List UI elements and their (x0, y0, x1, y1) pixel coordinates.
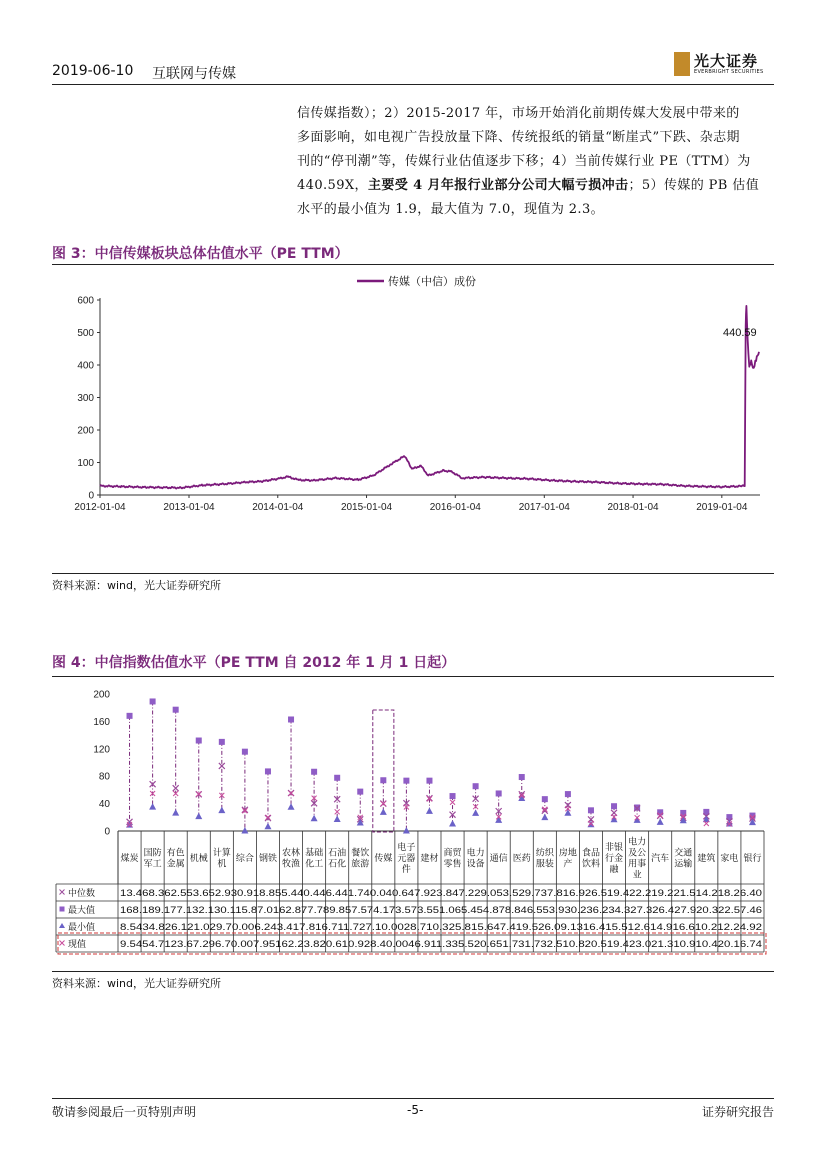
table-row-values: 13.468.362.553.652.930.918.855.440.446.441.740.040.647.923.847.229.053.529.737.816.926.519.422.219.221.514.218.26.40 (120, 888, 762, 899)
max-marker (496, 790, 502, 796)
paragraph-bold-text: 主要受 4 月年报行业部分公司大幅亏损冲击 (367, 178, 629, 193)
current-marker (335, 809, 340, 814)
min-marker (334, 816, 341, 823)
min-marker (449, 820, 456, 827)
min-marker (172, 809, 179, 816)
category-label: 纺织 (535, 847, 554, 858)
y-tick-label: 120 (93, 744, 110, 756)
category-label: 设备 (466, 858, 485, 869)
value-annotation: 440.59 (723, 327, 757, 339)
legend-symbol (60, 907, 65, 912)
logo-mark-icon (674, 52, 690, 76)
category-label: 非银 (605, 842, 624, 852)
category-label: 零售 (443, 858, 462, 869)
figure-4-title: 图 4：中信指数估值水平（PE TTM 自 2012 年 1 月 1 日起） (52, 655, 456, 671)
x-tick-label: 2013-01-04 (163, 502, 215, 513)
legend-symbol (60, 890, 65, 895)
max-marker (288, 716, 294, 722)
category-label: 通信 (489, 853, 508, 863)
category-label: 机 (217, 858, 227, 869)
current-marker (450, 800, 455, 805)
min-marker (472, 809, 479, 816)
category-label: 餐饮 (351, 847, 370, 858)
y-tick-label: 500 (77, 328, 94, 339)
median-marker (173, 785, 179, 791)
category-label: 牧渔 (282, 858, 301, 869)
paragraph-line: 水平的最小值为 1.9，最大值为 7.0，现值为 2.3。 (297, 202, 605, 217)
max-marker (403, 778, 409, 784)
legend-row-label: 最小值 (68, 922, 96, 932)
table-row-values: 8.5434.826.121.029.70.006.243.417.816.711.727.10.0028.710.325.815.647.419.526.09.1316.415.512.614.916.610.212.24.92 (120, 922, 762, 933)
max-marker (173, 707, 179, 713)
legend-row-label: 最大值 (68, 905, 96, 915)
x-tick-label: 2014-01-04 (252, 502, 304, 513)
y-tick-label: 0 (104, 826, 110, 838)
y-tick-label: 600 (77, 295, 94, 307)
max-marker (380, 777, 386, 783)
min-marker (241, 827, 248, 834)
category-label: 电力 (466, 847, 485, 858)
category-label: 电力 (628, 836, 647, 847)
body-paragraph (297, 102, 775, 222)
category-label: 商贸 (443, 847, 462, 858)
figure-3-top-rule (52, 264, 774, 265)
figure-3-source: 资料来源：wind，光大证券研究所 (52, 579, 222, 592)
category-label: 及公 (628, 847, 647, 858)
max-marker (357, 789, 363, 795)
max-marker (311, 769, 317, 775)
category-label: 产 (563, 858, 573, 869)
paragraph-line: 刊的“停刊潮”等，传媒行业估值逐步下移；4）当前传媒行业 PE（TTM）为 (297, 154, 751, 169)
max-marker (196, 738, 202, 744)
category-label: 石化 (328, 858, 347, 869)
page-number: -5- (407, 1103, 424, 1117)
paragraph-text: ；5）传媒的 PB 估值 (628, 178, 760, 193)
x-tick-label: 2012-01-04 (74, 502, 126, 513)
min-marker (657, 818, 664, 825)
y-tick-label: 200 (93, 689, 110, 701)
y-tick-label: 160 (93, 716, 110, 728)
category-label: 综合 (235, 853, 254, 863)
footer-disclaimer: 敬请参阅最后一页特别声明 (52, 1105, 197, 1119)
legend-symbol (59, 923, 65, 928)
max-marker (265, 768, 271, 774)
category-label: 旅游 (351, 858, 370, 869)
x-tick-label: 2017-01-04 (518, 502, 570, 513)
max-marker (634, 805, 640, 811)
y-tick-label: 200 (77, 425, 94, 437)
y-tick-label: 100 (77, 458, 94, 469)
category-label: 农林 (282, 847, 301, 858)
category-label: 建筑 (697, 853, 716, 863)
page-footer (52, 1098, 774, 1117)
min-marker (564, 809, 571, 816)
category-label: 家电 (720, 853, 739, 863)
category-label: 电子 (397, 842, 416, 852)
max-marker (565, 791, 571, 797)
logo-cn: 光大证券 (694, 52, 759, 70)
figure-4-bottom-rule (52, 971, 774, 972)
category-label: 军工 (143, 858, 162, 869)
paragraph-text: 440.59X， (297, 178, 368, 193)
table-row-values: 168.189.177.132.130.115.87.0162.877.789.857.574.173.573.551.065.454.878.846.553.930.236.234.327.326.427.920.322.57.46 (120, 905, 762, 916)
y-tick-label: 300 (77, 393, 94, 404)
category-label: 医药 (512, 853, 531, 863)
category-label: 用事 (628, 858, 647, 869)
category-label: 银行 (743, 853, 762, 863)
min-marker (195, 813, 202, 820)
category-label: 煤炭 (120, 853, 139, 863)
figure-4-source: 资料来源：wind，光大证券研究所 (52, 977, 222, 990)
category-label: 建材 (420, 853, 439, 863)
category-label: 基础 (305, 847, 324, 858)
figure-3-title: 图 3：中信传媒板块总体估值水平（PE TTM） (52, 246, 349, 262)
figure-3-line-chart (52, 266, 774, 566)
category-label: 机械 (189, 853, 208, 863)
category-label: 房地 (558, 847, 577, 858)
category-label: 运输 (674, 858, 693, 869)
x-tick-label: 2016-01-04 (429, 502, 481, 513)
max-marker (542, 796, 548, 802)
y-tick-label: 400 (77, 360, 94, 372)
category-label: 融 (609, 864, 619, 874)
y-tick-label: 40 (98, 799, 110, 811)
max-marker (334, 775, 340, 781)
min-marker (426, 807, 433, 814)
report-sector: 互联网与传媒 (152, 66, 236, 82)
min-marker (403, 827, 410, 834)
category-label: 化工 (305, 858, 324, 869)
legend-row-label: 现值 (68, 939, 87, 949)
footer-report-type: 证券研究报告 (701, 1105, 774, 1119)
max-marker (219, 739, 225, 745)
min-marker (380, 808, 387, 815)
category-label: 行金 (605, 853, 624, 863)
max-marker (588, 807, 594, 813)
category-label: 食品 (581, 847, 600, 858)
category-label: 交通 (674, 847, 693, 858)
legend-symbol (60, 941, 65, 946)
paragraph-line: 信传媒指数）；2）2015-2017 年，市场开始消化前期传媒大发展中带来的 (297, 106, 740, 121)
category-label: 国防 (143, 847, 162, 858)
x-tick-label: 2015-01-04 (340, 502, 393, 513)
series-line (100, 306, 759, 489)
category-label: 汽车 (651, 853, 670, 863)
legend-row-label: 中位数 (68, 888, 96, 898)
figure-4-top-rule (52, 676, 774, 677)
figure-4-index-chart (52, 682, 774, 970)
category-label: 元器 (397, 853, 416, 863)
max-marker (150, 698, 156, 704)
max-marker (450, 793, 456, 799)
category-label: 有色 (166, 847, 185, 858)
category-label: 钢铁 (258, 853, 277, 863)
category-label: 传媒 (374, 853, 393, 863)
category-label: 金属 (166, 858, 185, 869)
category-label: 业 (632, 869, 642, 880)
max-marker (611, 803, 617, 809)
max-marker (242, 749, 248, 755)
max-marker (473, 783, 479, 789)
max-marker (426, 778, 432, 784)
min-marker (264, 823, 271, 830)
category-label: 石油 (328, 847, 347, 858)
min-marker (288, 803, 295, 810)
x-tick-label: 2019-01-04 (696, 502, 748, 513)
max-marker (127, 713, 133, 719)
min-marker (541, 814, 548, 821)
paragraph-line (297, 174, 775, 198)
figure-3-bottom-rule (52, 573, 774, 574)
x-tick-label: 2018-01-04 (607, 502, 659, 513)
y-tick-label: 0 (88, 490, 94, 502)
max-marker (519, 774, 525, 780)
category-label: 计算 (212, 847, 231, 858)
report-date: 2019-06-10 (52, 63, 134, 79)
legend-label: 传媒（中信）成份 (388, 276, 476, 288)
min-marker (311, 815, 318, 822)
paragraph-line: 多面影响，如电视广告投放量下降、传统报纸的销量“断崖式”下跌、杂志期 (297, 130, 740, 145)
page-header (52, 52, 774, 85)
logo-en: EVERBRIGHT SECURITIES (694, 69, 764, 75)
table-row-values: 9.5454.7123.67.296.70.007.95162.23.820.610.928.40.0046.911.335.520.651.731.732.510.820.519.423.021.310.910.420.16.74 (120, 939, 762, 950)
y-tick-label: 80 (98, 771, 110, 783)
min-marker (149, 803, 156, 810)
min-marker (218, 807, 225, 814)
category-label: 服装 (535, 858, 554, 869)
category-label: 件 (401, 864, 411, 874)
company-logo (674, 50, 774, 80)
category-label: 饮料 (581, 858, 600, 869)
